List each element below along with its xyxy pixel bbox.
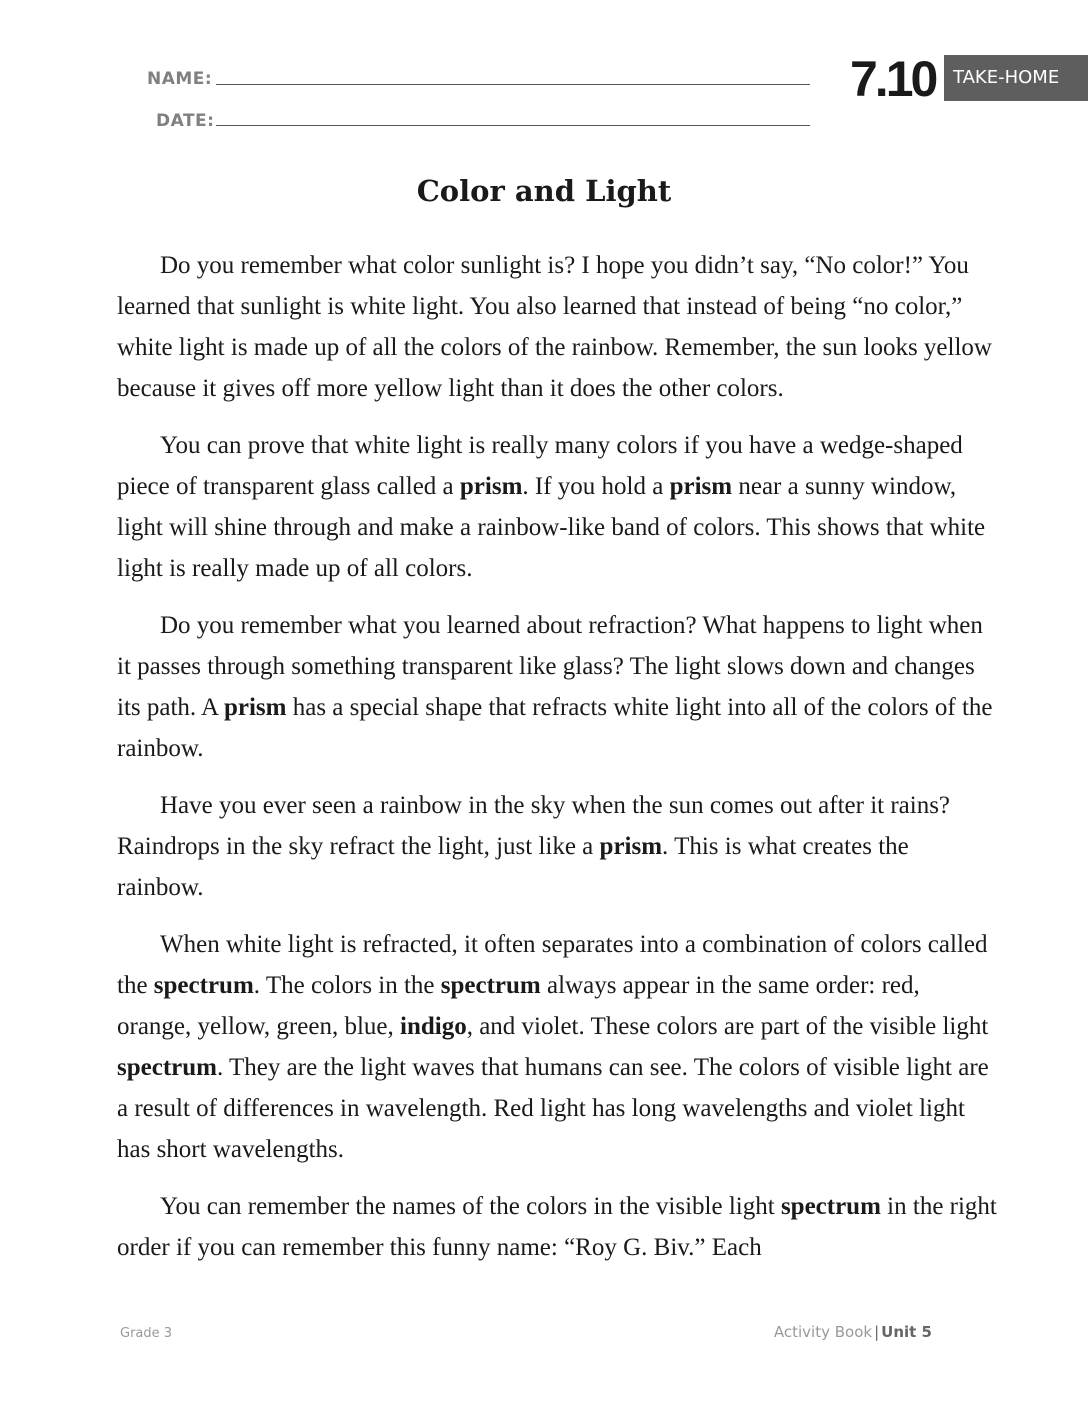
- paragraph: [117, 425, 997, 589]
- footer-unit: Unit 5: [881, 1323, 932, 1341]
- paragraph: [117, 924, 997, 1170]
- bold-term: spectrum: [153, 972, 254, 999]
- footer-book-info: [774, 1323, 932, 1341]
- bold-term: spectrum: [780, 1193, 881, 1220]
- footer-book: Activity Book: [773, 1323, 873, 1341]
- take-home-tag: TAKE-HOME: [944, 55, 1088, 101]
- bold-term: prism: [459, 473, 523, 500]
- paragraph: [117, 245, 997, 409]
- date-line: [216, 125, 810, 126]
- text-run: in the right order if you can remember this funny name: “Roy G. Biv.” Each: [117, 1193, 997, 1261]
- text-run: near a sunny window, light will shine through and make a rainbow-like band of colors. This shows that white light is really made up of all colors.: [117, 473, 986, 582]
- text-run: You can prove that white light is really many colors if you have a wedge-shaped piece of transparent glass called a: [117, 432, 963, 500]
- footer-separator: |: [874, 1323, 880, 1341]
- text-run: . If you hold a: [522, 473, 670, 500]
- bold-term: spectrum: [117, 1054, 217, 1081]
- paragraph: [117, 605, 997, 769]
- date-label: DATE:: [156, 111, 215, 131]
- paragraph: [117, 1186, 997, 1268]
- text-run: has a special shape that refracts white light into all of the colors of the rainbow.: [117, 694, 993, 762]
- bold-term: indigo: [400, 1013, 467, 1040]
- passage-body: [117, 245, 997, 1284]
- text-run: . This is what creates the rainbow.: [117, 833, 909, 901]
- bold-term: spectrum: [440, 972, 541, 999]
- name-label: NAME:: [147, 69, 213, 89]
- page-title: Color and Light: [416, 174, 672, 208]
- lesson-number: 7.10: [850, 51, 936, 107]
- bold-term: prism: [599, 833, 663, 860]
- paragraph: [117, 785, 997, 908]
- text-run: You can remember the names of the colors in the visible light: [160, 1193, 781, 1220]
- footer-grade: Grade 3: [120, 1326, 173, 1341]
- text-run: Have you ever seen a rainbow in the sky when the sun comes out after it rains? Raindrops in the sky refract the light, just like a: [117, 792, 951, 860]
- text-run: always appear in the same order: red, orange, yellow, green, blue,: [117, 972, 920, 1040]
- text-run: When white light is refracted, it often separates into a combination of colors called the: [117, 931, 988, 999]
- name-line: [216, 84, 810, 85]
- text-run: Do you remember what color sunlight is? I hope you didn’t say, “No color!” You learned that sunlight is white light. You also learned that instead of being “no color,” white light is made up of all the colors of the rainbow. Remember, the sun looks yellow because it gives off more yellow light than it does the other colors.: [117, 252, 992, 402]
- bold-term: prism: [669, 473, 733, 500]
- text-run: Do you remember what you learned about refraction? What happens to light when it passes through something transparent like glass? The light slows down and changes its path. A: [117, 612, 983, 721]
- text-run: . The colors in the: [253, 972, 441, 999]
- text-run: , and violet. These colors are part of the visible light: [466, 1013, 989, 1040]
- text-run: . They are the light waves that humans can see. The colors of visible light are a result of differences in wavelength. Red light has long wavelengths and violet light has short wavelengths.: [117, 1054, 989, 1163]
- bold-term: prism: [223, 694, 287, 721]
